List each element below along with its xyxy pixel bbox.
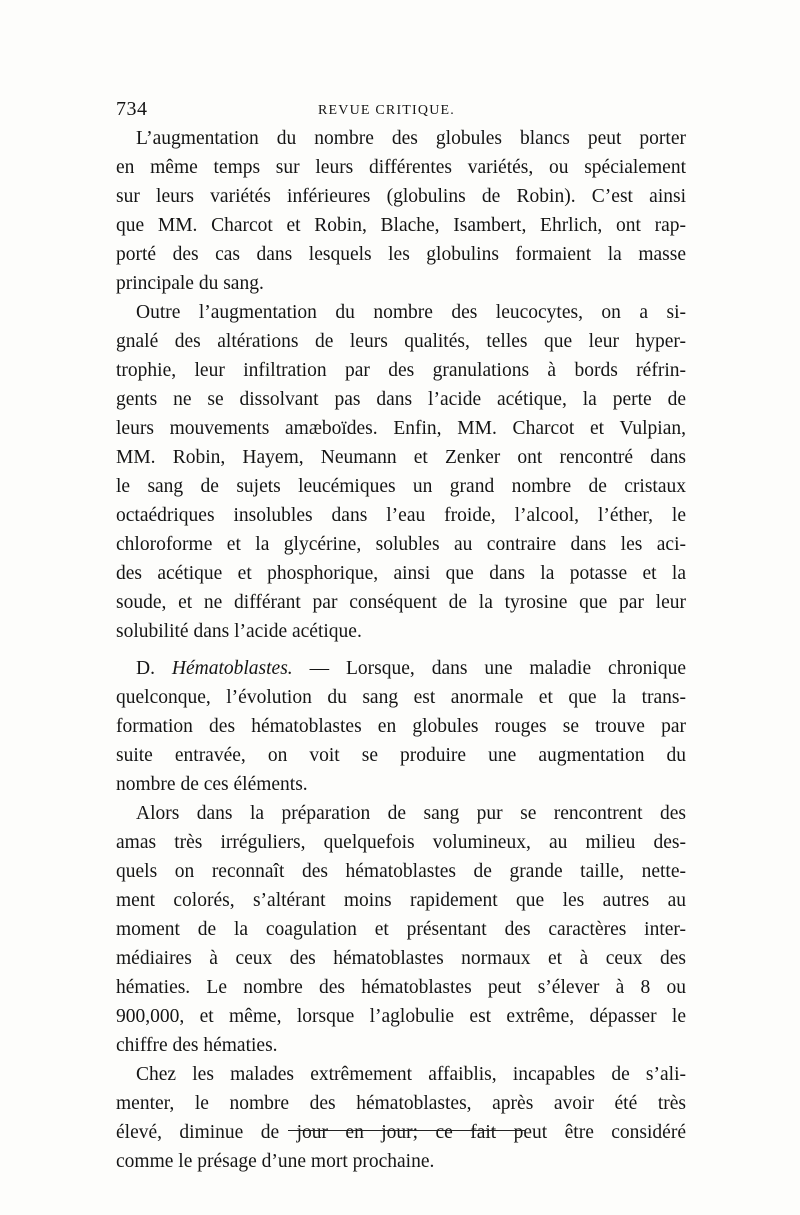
- body-text: [116, 124, 686, 1176]
- text-line: le sang de sujets leucémiques un grand nombre de cristaux: [116, 476, 686, 497]
- text-line: nombre de ces éléments.: [116, 774, 308, 795]
- text-line: quelconque, l’évolution du sang est anormale et que la trans-: [116, 687, 686, 708]
- text-line: Alors dans la préparation de sang pur se rencontrent des: [136, 803, 686, 824]
- running-title: REVUE CRITIQUE.: [318, 103, 455, 118]
- section-heading-line: [116, 654, 686, 683]
- page-header: [116, 98, 686, 126]
- paragraph-hematoblast-clusters: [116, 799, 686, 1060]
- text-line: soude, et ne différant par conséquent de la tyrosine que par leur: [116, 592, 686, 613]
- closing-rule: [288, 1130, 526, 1131]
- text-line: 900,000, et même, lorsque l’aglobulie est extrême, dépasser le: [116, 1006, 686, 1027]
- section-letter: D.: [136, 658, 155, 679]
- text-line: chloroforme et la glycérine, solubles au contraire dans les aci-: [116, 534, 686, 555]
- text-line: amas très irréguliers, quelquefois volumineux, au milieu des-: [116, 832, 686, 853]
- text-line: en même temps sur leurs différentes variétés, ou spécialement: [116, 157, 686, 178]
- page-number: 734: [116, 98, 148, 120]
- text-line: MM. Robin, Hayem, Neumann et Zenker ont rencontré dans: [116, 447, 686, 468]
- section-gap: [116, 646, 686, 654]
- text-line: octaédriques insolubles dans l’eau froide, l’alcool, l’éther, le: [116, 505, 686, 526]
- text-line: élevé, diminue de jour en jour; ce fait peut être considéré: [116, 1122, 686, 1143]
- text-line: chiffre des hématies.: [116, 1035, 278, 1056]
- text-line: trophie, leur infiltration par des granulations à bords réfrin-: [116, 360, 686, 381]
- text-line: Chez les malades extrêmement affaiblis, incapables de s’ali-: [136, 1064, 686, 1085]
- section-hematoblastes: [116, 654, 686, 799]
- text-line: porté des cas dans lesquels les globulins formaient la masse: [116, 244, 686, 265]
- text-line: leurs mouvements amæboïdes. Enfin, MM. Charcot et Vulpian,: [116, 418, 686, 439]
- text-line: suite entravée, on voit se produire une augmentation du: [116, 745, 686, 766]
- paragraph-weakened-patients: [116, 1060, 686, 1176]
- text-line: Outre l’augmentation du nombre des leucocytes, on a si-: [136, 302, 686, 323]
- text-line: gents ne se dissolvant pas dans l’acide acétique, la perte de: [116, 389, 686, 410]
- section-title: Hématoblastes.: [171, 658, 293, 679]
- text-line: sur leurs variétés inférieures (globulins de Robin). C’est ainsi: [116, 186, 686, 207]
- text-line: formation des hématoblastes en globules rouges se trouve par: [116, 716, 686, 737]
- text-line: solubilité dans l’acide acétique.: [116, 621, 362, 642]
- text-line: hématies. Le nombre des hématoblastes peut s’élever à 8 ou: [116, 977, 686, 998]
- text-line: médiaires à ceux des hématoblastes normaux et à ceux des: [116, 948, 686, 969]
- text-line: quels on reconnaît des hématoblastes de grande taille, nette-: [116, 861, 686, 882]
- text-line: des acétique et phosphorique, ainsi que dans la potasse et la: [116, 563, 686, 584]
- paragraph-leucocyte-alterations: [116, 298, 686, 646]
- text-line: ment colorés, s’altérant moins rapidement que les autres au: [116, 890, 686, 911]
- text-line: L’augmentation du nombre des globules blancs peut porter: [136, 128, 686, 149]
- text-line: menter, le nombre des hématoblastes, après avoir été très: [116, 1093, 686, 1114]
- text-line: principale du sang.: [116, 273, 264, 294]
- text-line: comme le présage d’une mort prochaine.: [116, 1151, 435, 1172]
- paragraph-leucocyte-varieties: [116, 124, 686, 298]
- text-line: que MM. Charcot et Robin, Blache, Isambert, Ehrlich, ont rap-: [116, 215, 686, 236]
- section-heading-rest: — Lorsque, dans une maladie chronique: [309, 658, 687, 679]
- text-line: moment de la coagulation et présentant des caractères inter-: [116, 919, 686, 940]
- text-line: gnalé des altérations de leurs qualités, telles que leur hyper-: [116, 331, 686, 352]
